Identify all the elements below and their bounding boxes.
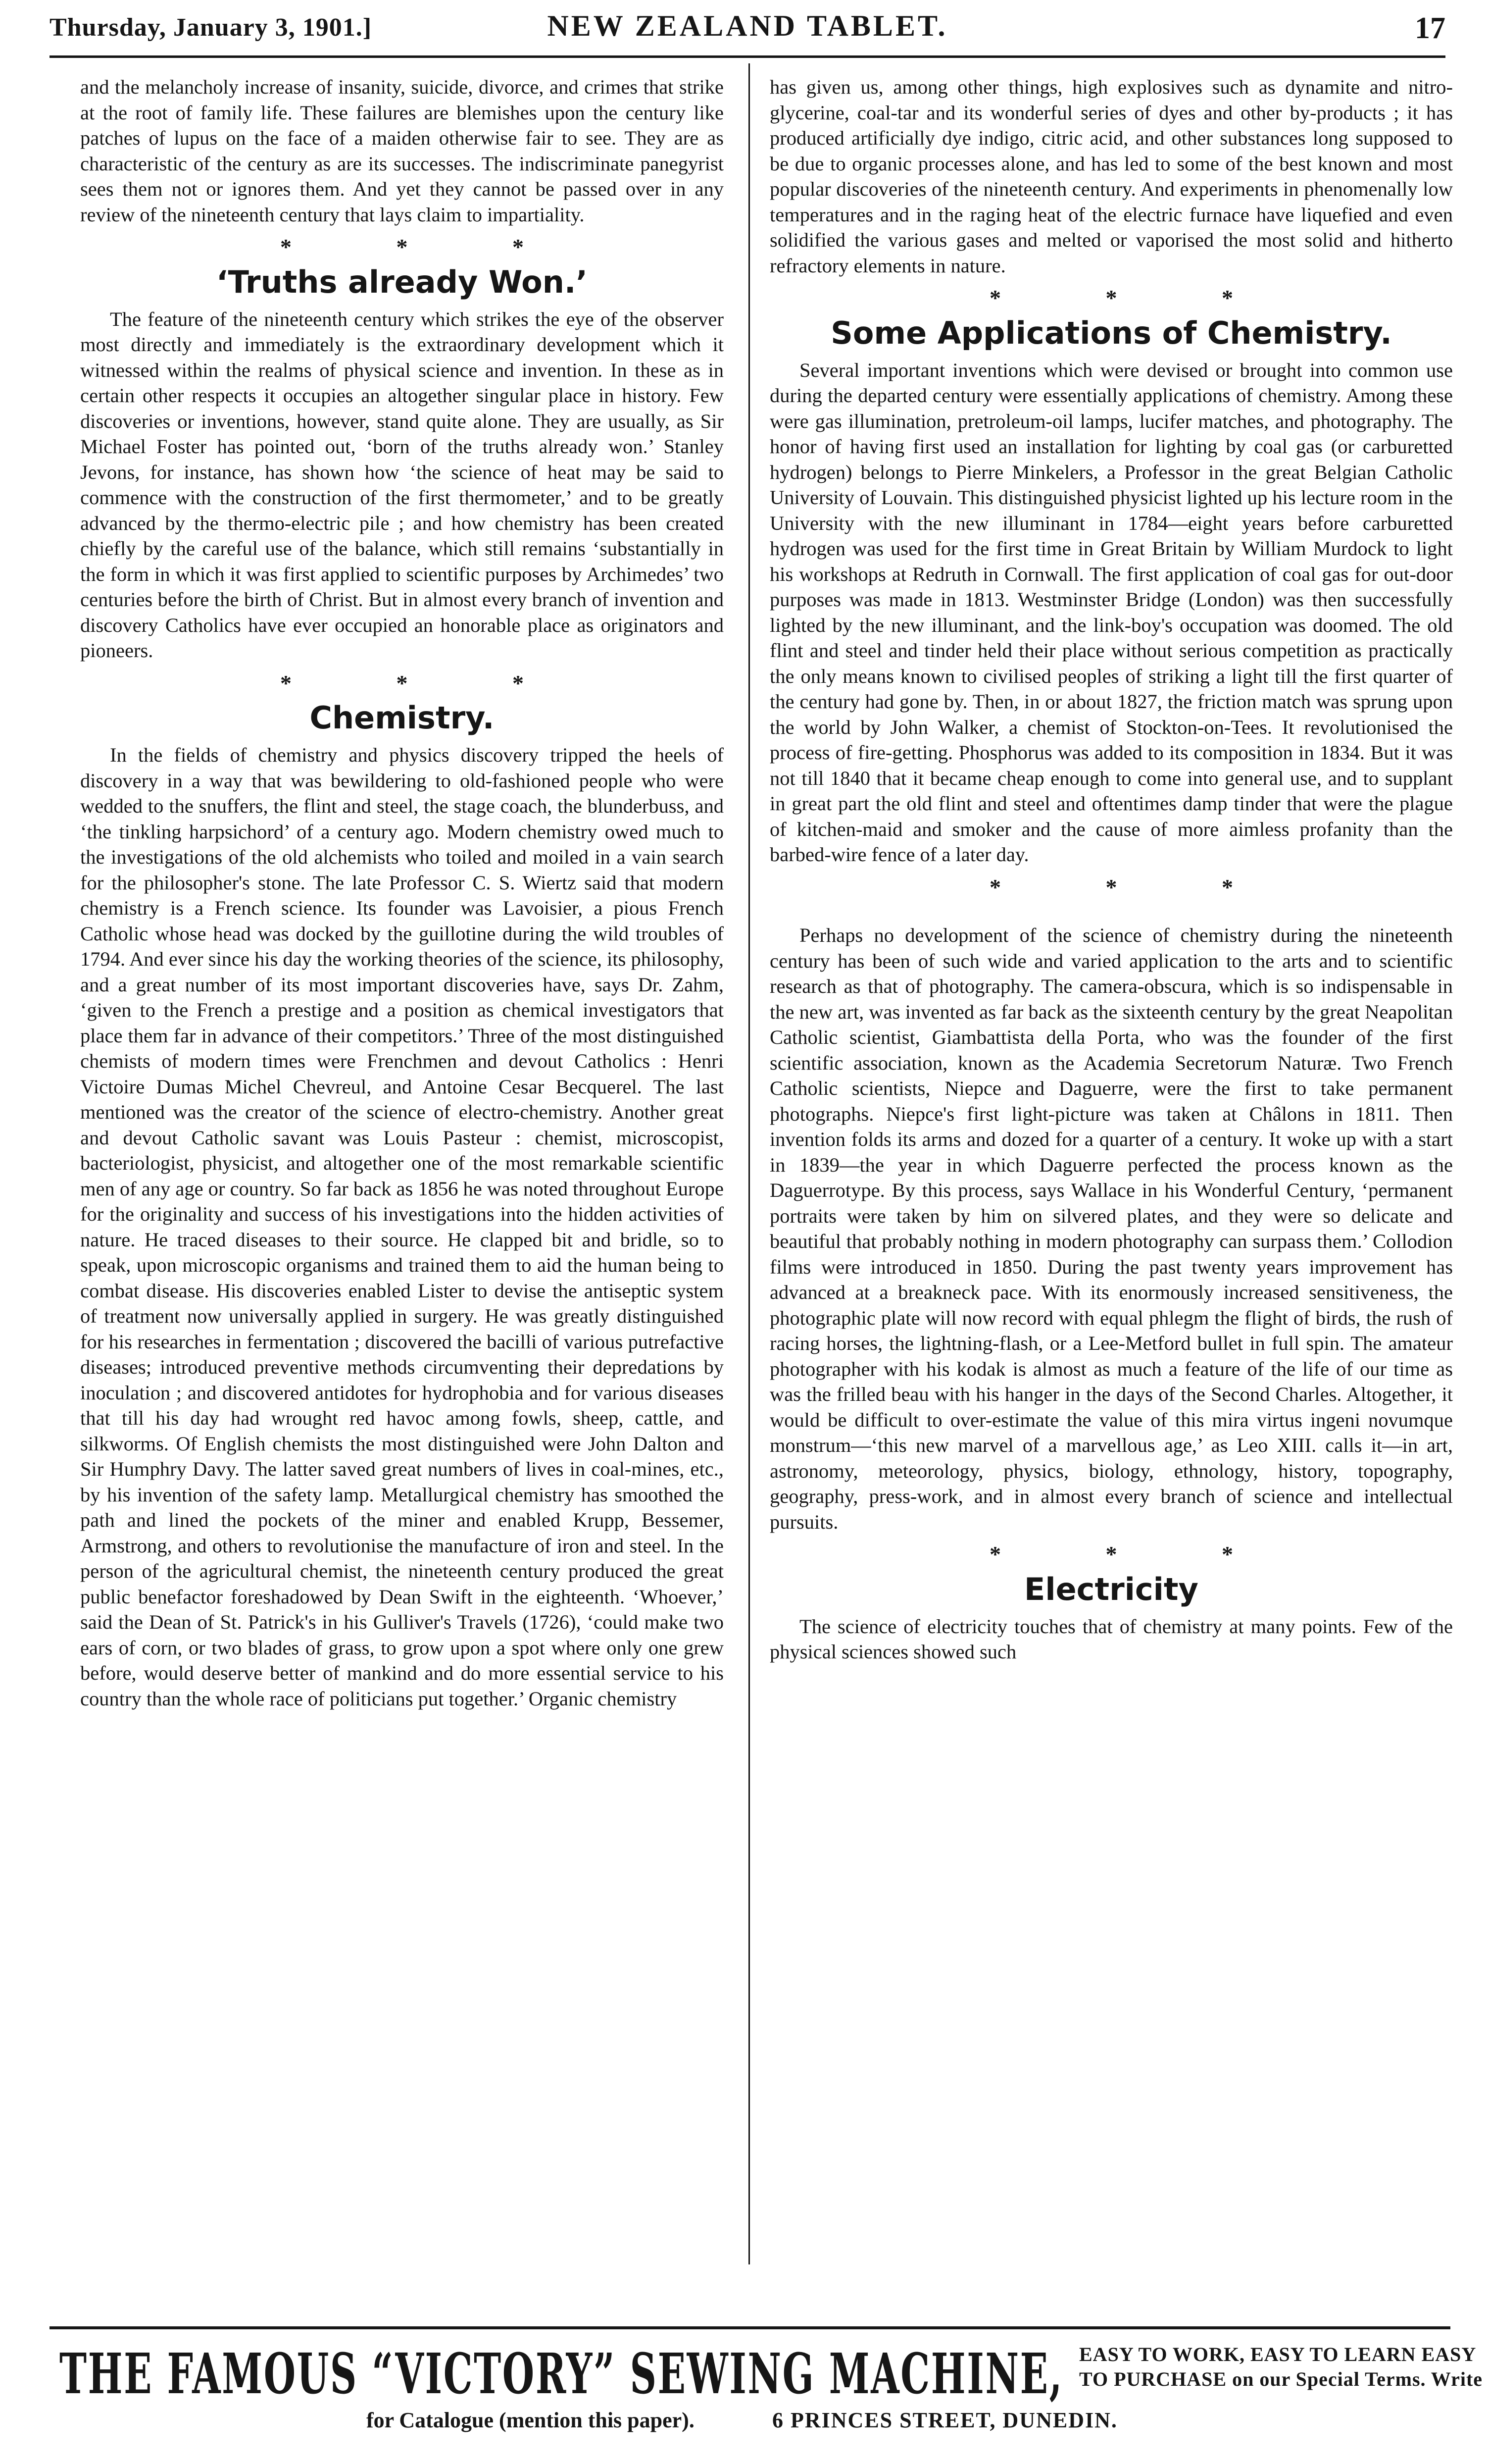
ad-tagline-line-2: TO PURCHASE on our Special Terms. Write bbox=[1079, 2368, 1483, 2390]
ad-address: 6 PRINCES STREET, DUNEDIN. bbox=[772, 2408, 1118, 2432]
issue-date: Thursday, January 3, 1901.] bbox=[50, 13, 372, 42]
page-number: 17 bbox=[1415, 11, 1445, 45]
ad-tagline-line-1: EASY TO WORK, EASY TO LEARN EASY bbox=[1079, 2343, 1477, 2365]
left-column bbox=[80, 74, 724, 1711]
intro-paragraph: and the melancholy increase of insanity, suicide, divorce, and crimes that strike at the root of family life. These failures are blemishes upon the century like patches of lupus on the face of a maiden otherwise fair to see. They are as characteristic of the century as are its successes. The indiscriminate panegyrist sees them not or ignores them. And yet they cannot be passed over in any review of the nineteenth century that lays claim to impartiality. bbox=[80, 76, 724, 226]
organic-chemistry-continued: has given us, among other things, high explosives such as dynamite and nitro-glycerine, coal-tar and its wonderful series of dyes and other by-products ; it has produced artificially dye indigo, citric acid, and other substances long supposed to be due to organic processes alone, and has led to some of the best known and most popular discoveries of the nineteenth century. And experiments in phenomenally low temperatures and in the raging heat of the electric furnace have liquefied and even solidified the various gases and melted or vaporised the most solid and hitherto refractory elements in nature. bbox=[770, 76, 1453, 277]
right-column bbox=[770, 74, 1453, 1665]
publication-title: NEW ZEALAND TABLET. bbox=[547, 9, 948, 42]
ad-headline: THE FAMOUS “VICTORY” SEWING MACHINE, bbox=[59, 2342, 1064, 2407]
electricity-paragraph: The science of electricity touches that of chemistry at many points. Few of the physical sciences showed such bbox=[770, 1615, 1453, 1663]
ad-tagline bbox=[1079, 2342, 1483, 2392]
header-rule bbox=[50, 55, 1445, 58]
photography-paragraph: Perhaps no development of the science of chemistry during the nineteenth century has been of such wide and varied application to the arts and to scientific research as that of photography. The camera-obscura, which is so indispensable in the new art, was invented as far back as the sixteenth century by the great Neapolitan Catholic scientist, Giambattista della Porta, who was the founder of the first scientific association, known as the Academia Secretorum Naturæ. Two French Catholic scientists, Niepce and Daguerre, were the first to take permanent photographs. Niepce's first light-picture was taken at Châlons in 1811. Then invention folds its arms and dozed for a quarter of a century. It woke up with a start in 1839—the year in which Daguerre perfected the process known as the Daguerrotype. By this process, says Wallace in his Wonderful Century, ‘permanent portraits were taken by him on silvered plates, and they were so delicate and beautiful that probably nothing in modern photography can surpass them.’ Collodion films were introduced in 1850. During the past twenty years improvement has advanced at a breakneck pace. With its enormously increased sensitiveness, the photographic plate will now record with equal phlegm the flight of birds, the rush of racing horses, the lightning-flash, or a Lee-Metford bullet in full spin. The amateur photographer with his kodak is almost as much a feature of the life of our time as was the frilled beau with his hanger in the days of the Second Charles. Altogether, it would be difficult to over-estimate the value of this mira virtus ingeni novumque monstrum—‘this new marvel of a marvellous age,’ as Leo XIII. calls it—in art, astronomy, meteorology, physics, biology, ethnology, history, topography, geography, press-work, and in almost every branch of science and intellectual pursuits. bbox=[770, 924, 1453, 1533]
chemistry-paragraph: In the fields of chemistry and physics discovery tripped the heels of discovery in a way that was bewildering to old-fashioned people who were wedded to the snuffers, the flint and steel, the stage coach, the blunderbuss, and ‘the tinkling harpsichord’ of a century ago. Modern chemistry owed much to the investigations of the old alchemists who toiled and moiled in a vain search for the philosopher's stone. The late Professor C. S. Wiertz said that modern chemistry is a French science. Its founder was Lavoisier, a pious French Catholic whose head was docked by the guillotine during the wild troubles of 1794. And ever since his day the working theories of the science, its philosophy, and a great number of its most important discoveries have, says Dr. Zahm, ‘given to the French a prestige and a position as chemical investigators that place them far in advance of their competitors.’ Three of the most distinguished chemists of modern times were Frenchmen and devout Catholics : Henri Victoire Dumas Michel Chevreul, and Antoine Cesar Becquerel. The last mentioned was the creator of the science of electro-chemistry. Another great and devout Catholic savant was Louis Pasteur : chemist, microscopist, bacteriologist, physicist, and altogether one of the most remarkable scientific men of any age or country. So far back as 1856 he was noted throughout Europe for the originality and success of his investigations into the hidden activities of nature. He traced diseases to their source. He clapped bit and bridle, so to speak, upon microscopic organisms and trained them to aid the human being to combat disease. His discoveries enabled Lister to devise the antiseptic system of treatment now universally applied in surgery. He was greatly distinguished for his researches in fermentation ; discovered the bacilli of various putrefactive diseases; introduced preventive methods circumventing their depredations by inoculation ; and discovered antidotes for hydrophobia and for various diseases that till his day had wrought red havoc among fowls, sheep, cattle, and silkworms. Of English chemists the most distinguished were John Dalton and Sir Humphry Davy. The latter saved great numbers of lives in coal-mines, etc., by his invention of the safety lamp. Metallurgical chemistry has smoothed the path and lined the pockets of the miner and enabled Krupp, Bessemer, Armstrong, and others to revolutionise the manufacture of iron and steel. In the person of the agricultural chemist, the nineteenth century produced the great public benefactor foreshadowed by Dean Swift in the eighteenth. ‘Whoever,’ said the Dean of St. Patrick's in his Gulliver's Travels (1726), ‘could make two ears of corn, or two blades of grass, to grow upon a spot where only one grew before, would deserve better of mankind and do more essential service to his country than the whole race of politicians put together.’ Organic chemistry bbox=[80, 744, 724, 1710]
section-gap bbox=[770, 903, 1453, 923]
section-separator: * * * bbox=[990, 874, 1283, 900]
heading-truths-already-won: ‘Truths already Won.’ bbox=[216, 263, 588, 300]
section-separator: * * * bbox=[280, 670, 573, 696]
section-separator: * * * bbox=[990, 285, 1283, 310]
applications-paragraph: Several important inventions which were devised or brought into common use during the departed century were essentially applications of chemistry. Among these were gas illumination, pretroleum-oil lamps, lucifer matches, and photography. The honor of having first used an installation for lighting by coal gas (or carburetted hydrogen) belongs to Pierre Minkelers, a Professor in the great Belgian Catholic University of Louvain. This distinguished physicist lighted up his lecture room in the University with the new illuminant in 1784—eight years before carburetted hydrogen was used for the first time in Great Britain by William Murdock to light his workshops at Redruth in Cornwall. The first application of coal gas for out-door purposes was made in 1813. Westminster Bridge (London) was then successfully lighted by the new illuminant, and the link-boy's occupation was doomed. The old flint and steel and tinder held their place without serious competition as practically the only means known to civilised peoples of striking a light till the first quarter of the century had gone by. Then, in or about 1827, the friction match was sprung upon the world by John Walker, a chemist of Stockton-on-Tees. It revolutionised the process of fire-getting. Phosphorus was added to its composition in 1834. But it was not till 1840 that it became cheap enough to come into general use, and to supplant in great part the old flint and steel and oftentimes damp tinder that were the plague of kitchen-maid and smoker and the cause of more aimless profanity than the barbed-wire fence of a later day. bbox=[770, 359, 1453, 866]
column-divider bbox=[748, 63, 750, 2264]
truths-paragraph: The feature of the nineteenth century which strikes the eye of the observer most directly and immediately is the extraordinary development which it witnessed within the realms of physical science and invention. In these as in certain other respects it occupies an altogether singular place in history. Few discoveries or inventions, however, stand quite alone. They are usually, as Sir Michael Foster has pointed out, ‘born of the truths already won.’ Stanley Jevons, for instance, has shown how ‘the science of heat may be said to commence with the construction of the first thermometer,’ and to be greatly advanced by the thermo-electric pile ; and how chemistry has been created chiefly by the careful use of the balance, which still remains ‘substantially in the form in which it was first applied to scientific purposes by Archimedes’ two centuries before the birth of Christ. But in almost every branch of invention and discovery Catholics have ever occupied an honorable place as originators and pioneers. bbox=[80, 308, 724, 662]
heading-applications-of-chemistry: Some Applications of Chemistry. bbox=[831, 314, 1392, 351]
section-separator: * * * bbox=[990, 1541, 1283, 1567]
footer-rule bbox=[50, 2326, 1450, 2329]
sewing-machine-advertisement bbox=[50, 2337, 1483, 2451]
heading-electricity: Electricity bbox=[1024, 1571, 1198, 1607]
heading-chemistry: Chemistry. bbox=[309, 700, 495, 736]
section-separator: * * * bbox=[280, 234, 573, 259]
ad-catalogue-note: for Catalogue (mention this paper). bbox=[366, 2408, 695, 2432]
running-head bbox=[50, 9, 1445, 53]
